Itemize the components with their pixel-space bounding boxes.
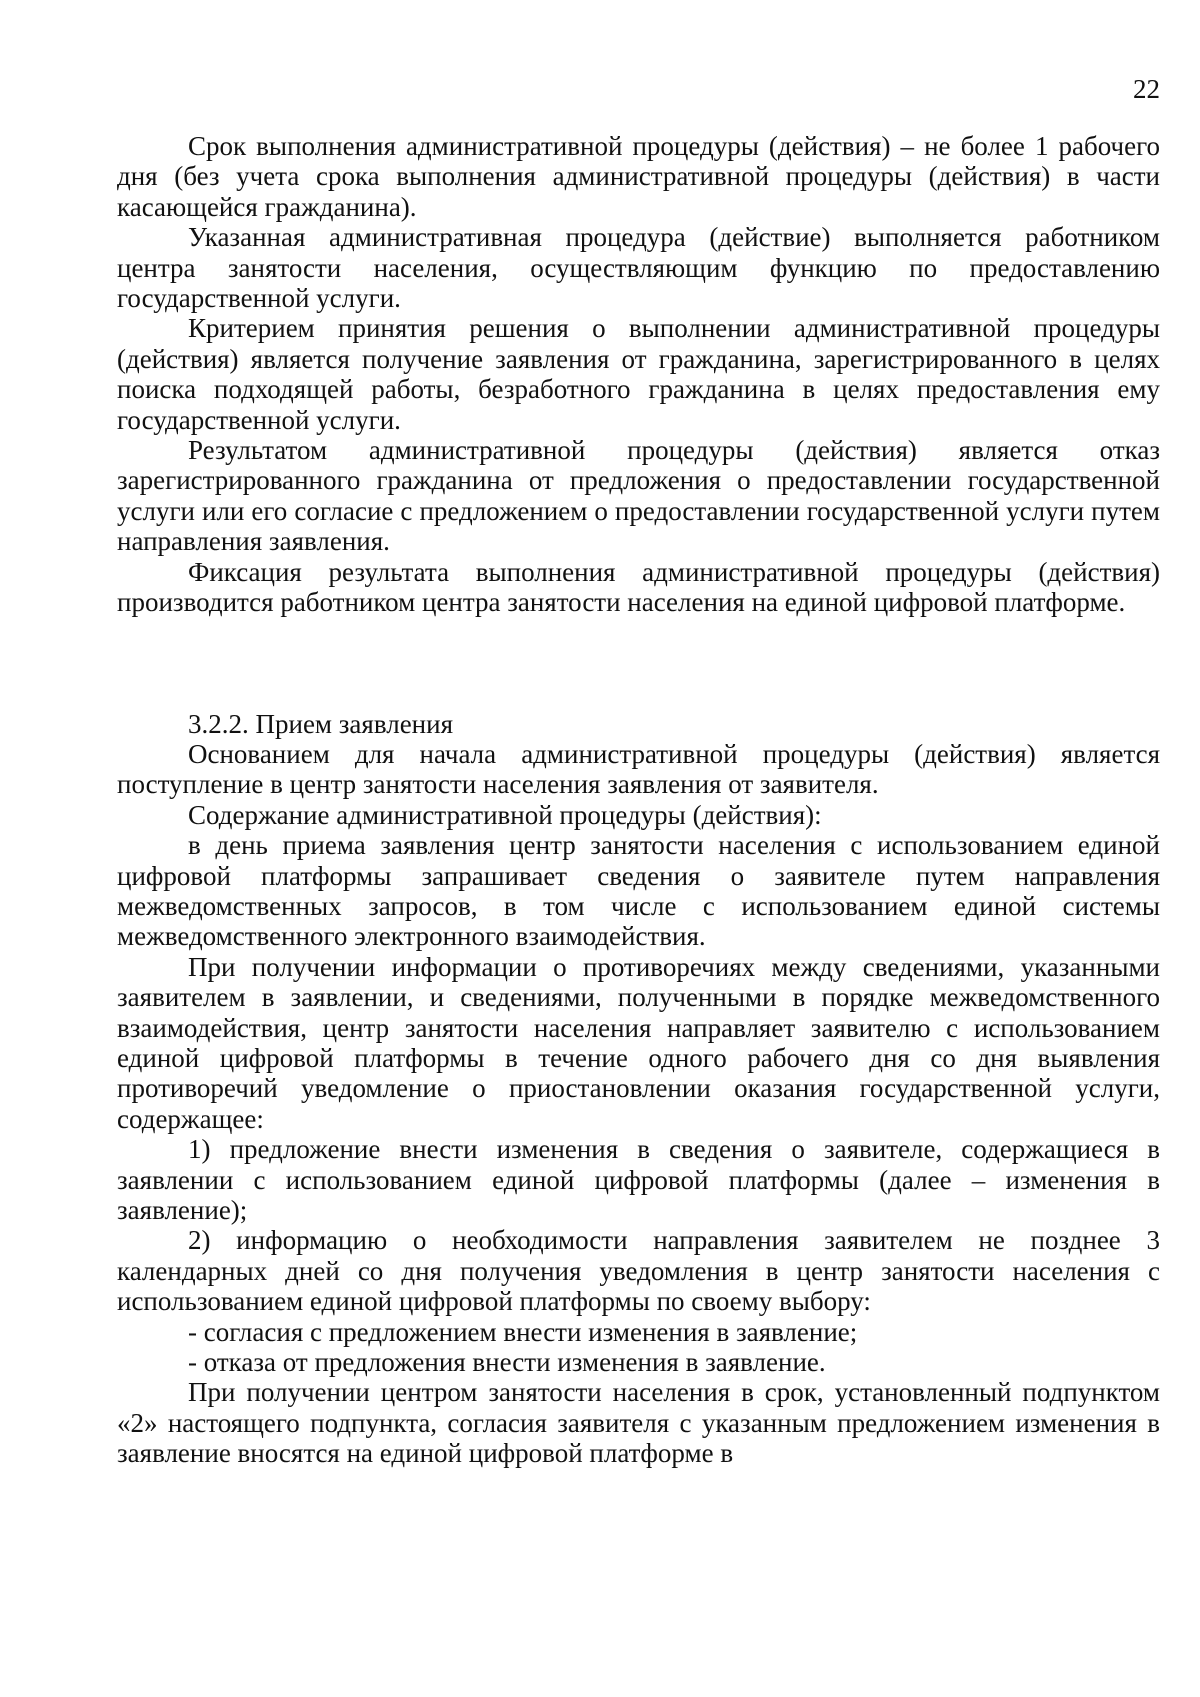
paragraph-procedure-content: Содержание административной процедуры (действия): — [188, 799, 822, 830]
paragraph-result-recording: Фиксация результата выполнения административной процедуры (действия) производится работником центра занятости населения на единой цифровой платформе. — [117, 556, 1160, 618]
page-number: 22 — [1133, 74, 1160, 104]
paragraph-procedure-basis: Основанием для начала административной процедуры (действия) является поступление в центр занятости населения заявления от заявителя. — [117, 738, 1160, 800]
list-subitem-consent: - согласия с предложением внести изменения в заявление; — [188, 1316, 858, 1347]
section-spacer — [117, 618, 1160, 709]
paragraph-procedure-deadline: Срок выполнения административной процедуры (действия) – не более 1 рабочего дня (без учета срока выполнения административной процедуры (действия) в части касающейся гражданина). — [117, 131, 1160, 222]
paragraph-contradictions-notice: При получении информации о противоречиях между сведениями, указанными заявителем в заявлении, и сведениями, полученными в порядке межведомственного взаимодействия, центр занятости населения направляет заявителю с использованием единой цифровой платформы в течение одного рабочего дня со дня выявления противоречий уведомление о приостановлении оказания государственной услуги, содержащее: — [117, 951, 1160, 1134]
list-subitem-refusal: - отказа от предложения внести изменения в заявление. — [188, 1347, 826, 1378]
paragraph-interagency-requests: в день приема заявления центр занятости населения с использованием единой цифровой платформы запрашивает сведения о заявителе путем направления межведомственных запросов, в том числе с использованием единой системы межведомственного электронного взаимодействия. — [117, 830, 1160, 952]
paragraph-procedure-result: Результатом административной процедуры (действия) является отказ зарегистрированного гражданина от предложения о предоставлении государственной услуги или его согласие с предложением о предоставлении государственной услуги путем направления заявления. — [117, 435, 1160, 557]
text-column — [117, 131, 1160, 1469]
list-item-2: 2) информацию о необходимости направления заявителем не позднее 3 календарных дней со дня получения уведомления в центр занятости населения с использованием единой цифровой платформы по своему выбору: — [117, 1225, 1160, 1317]
paragraph-decision-criterion: Критерием принятия решения о выполнении административной процедуры (действия) является получение заявления от гражданина, зарегистрированного в целях поиска подходящей работы, безработного гражданина в целях предоставления ему государственной услуги. — [117, 313, 1160, 435]
section-heading: 3.2.2. Прием заявления — [188, 708, 454, 739]
paragraph-procedure-executor: Указанная административная процедура (действие) выполняется работником центра занятости населения, осуществляющим функцию по предоставлению государственной услуги. — [117, 222, 1160, 314]
list-item-1: 1) предложение внести изменения в сведения о заявителе, содержащиеся в заявлении с использованием единой цифровой платформы (далее – изменения в заявление); — [117, 1134, 1160, 1225]
paragraph-consent-received: При получении центром занятости населения в срок, установленный подпунктом «2» настоящего подпункта, согласия заявителя с указанным предложением изменения в заявление вносятся на единой цифровой платформе в — [117, 1377, 1160, 1469]
